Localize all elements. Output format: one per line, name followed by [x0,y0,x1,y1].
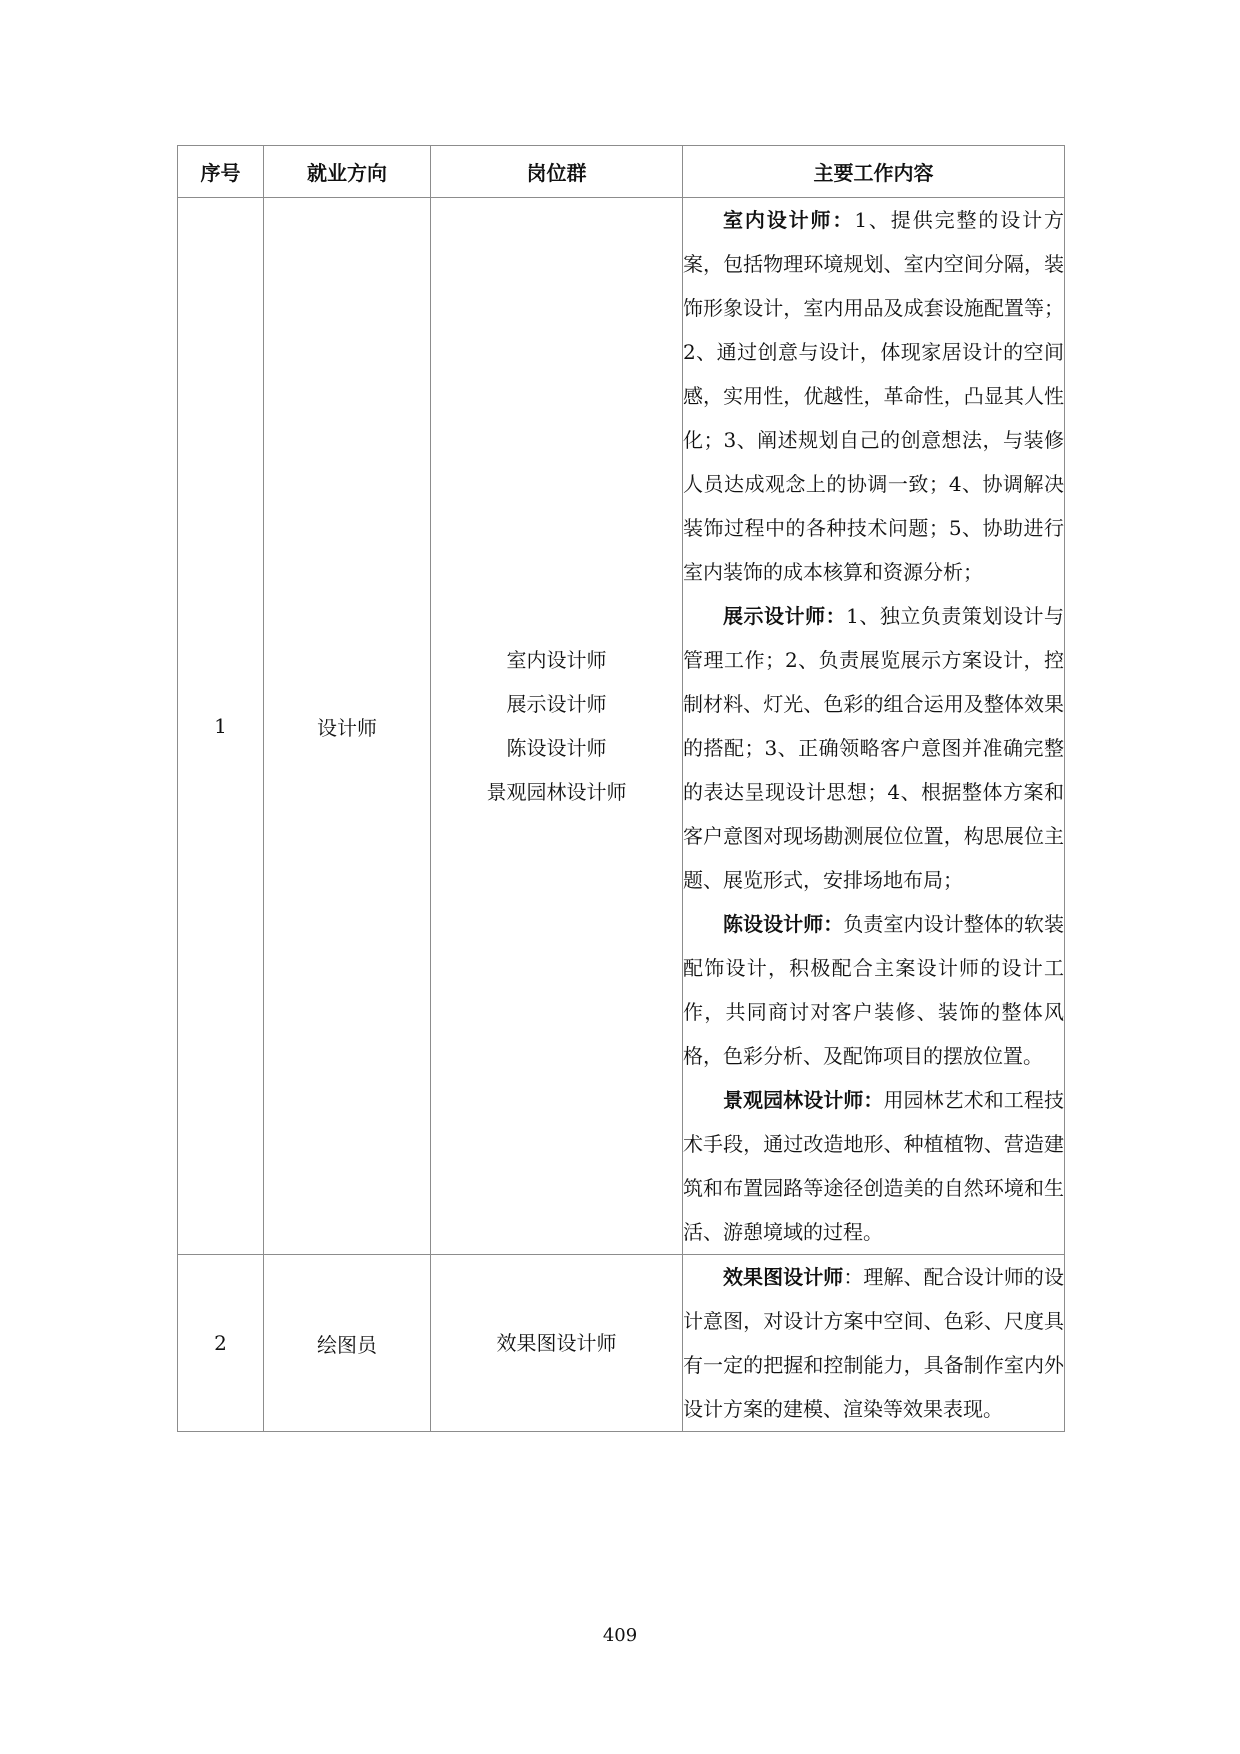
row-no: 2 [178,1255,264,1432]
content-paragraph [683,1078,1064,1254]
position-item: 效果图设计师 [496,1331,617,1355]
content-title: 展示设计师： [723,604,847,628]
content-text: 负责室内设计整体的软装配饰设计，积极配合主案设计师的设计工作，共同商讨对客户装修、装饰的整体风格，色彩分析、及配饰项目的摆放位置。 [683,912,1064,1068]
row-no: 1 [178,198,264,1255]
content-paragraph [683,1255,1064,1431]
content-paragraph [683,198,1064,594]
content-text: 用园林艺术和工程技术手段，通过改造地形、种植植物、营造建筑和布置园路等途径创造美的自然环境和生活、游憩境域的过程。 [683,1088,1064,1244]
content-title: 景观园林设计师： [723,1088,884,1112]
content-text: ：理解、配合设计师的设计意图，对设计方案中空间、色彩、尺度具有一定的把握和控制能力，具备制作室内外设计方案的建模、渲染等效果表现。 [683,1265,1064,1421]
row-positions [431,1255,683,1432]
header-no: 序号 [178,146,264,198]
content-paragraph [683,594,1064,902]
header-positions: 岗位群 [431,146,683,198]
content-text: 1、提供完整的设计方案，包括物理环境规划、室内空间分隔，装饰形象设计，室内用品及成套设施配置等；2、通过创意与设计，体现家居设计的空间感，实用性，优越性，革命性，凸显其人性化；3、阐述规划自己的创意想法，与装修人员达成观念上的协调一致；4、协调解决装饰过程中的各种技术问题；5、协助进行室内装饰的成本核算和资源分析； [683,208,1064,584]
row-content [683,198,1065,1255]
position-item: 陈设设计师 [506,736,607,760]
employment-table [177,145,1065,1432]
row-content [683,1255,1065,1432]
content-title: 效果图设计师 [723,1265,844,1289]
content-title: 室内设计师： [723,208,855,232]
page-number: 409 [602,1625,638,1646]
position-item: 景观园林设计师 [486,780,627,804]
position-item: 展示设计师 [506,692,607,716]
header-content: 主要工作内容 [683,146,1065,198]
row-direction: 设计师 [264,198,431,1255]
table-row [178,1255,1065,1432]
content-title: 陈设设计师： [723,912,844,936]
table-header-row [178,146,1065,198]
content-paragraph [683,902,1064,1078]
table-row [178,198,1065,1255]
position-item: 室内设计师 [506,648,607,672]
row-direction: 绘图员 [264,1255,431,1432]
header-direction: 就业方向 [264,146,431,198]
row-positions [431,198,683,1255]
content-text: 1、独立负责策划设计与管理工作；2、负责展览展示方案设计，控制材料、灯光、色彩的组合运用及整体效果的搭配；3、正确领略客户意图并准确完整的表达呈现设计思想；4、根据整体方案和客户意图对现场勘测展位位置，构思展位主题、展览形式，安排场地布局； [683,604,1064,892]
